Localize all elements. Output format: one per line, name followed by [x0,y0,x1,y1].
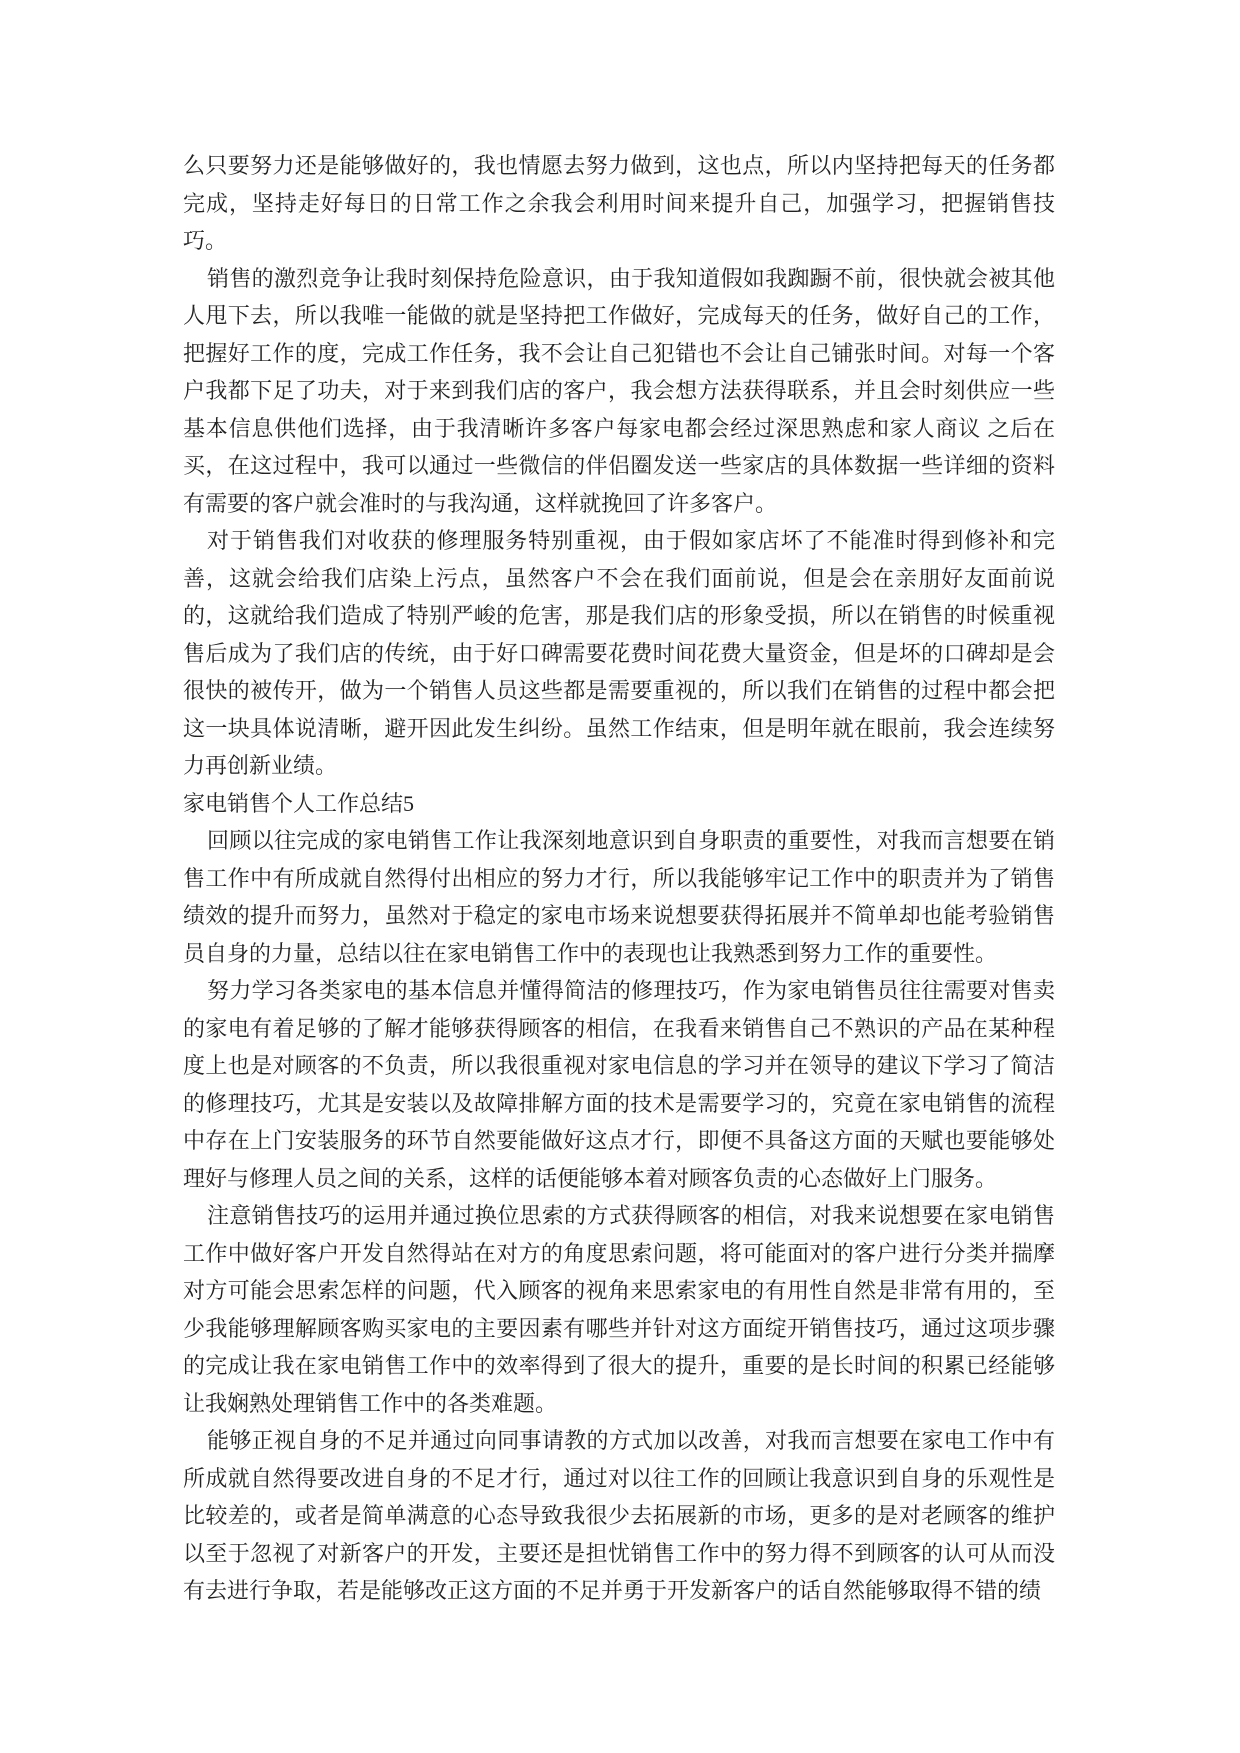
paragraph: 销售的激烈竞争让我时刻保持危险意识，由于我知道假如我踟蹰不前，很快就会被其他人甩下去，所以我唯一能做的就是坚持把工作做好，完成每天的任务，做好自己的工作，把握好工作的度，完成工作任务，我不会让自己犯错也不会让自己铺张时间。对每一个客户我都下足了功夫，对于来到我们店的客户，我会想方法获得联系，并且会时刻供应一些基本信息供他们选择，由于我清晰许多客户每家电都会经过深思熟虑和家人商议 之后在买，在这过程中，我可以通过一些微信的伴侣圈发送一些家店的具体数据一些详细的资料有需要的客户就会准时的与我沟通，这样就挽回了许多客户。 [183,265,1055,516]
section-heading: 家电销售个人工作总结5 [183,790,415,816]
paragraph: 么只要努力还是能够做好的，我也情愿去努力做到，这也点，所以内坚持把每天的任务都完成，坚持走好每日的日常工作之余我会利用时间来提升自己，加强学习，把握销售技巧。 [183,153,1055,253]
paragraph: 注意销售技巧的运用并通过换位思索的方式获得顾客的相信，对我来说想要在家电销售工作中做好客户开发自然得站在对方的角度思索问题，将可能面对的客户进行分类并揣摩对方可能会思索怎样的问题，代入顾客的视角来思索家电的有用性自然是非常有用的，至少我能够理解顾客购买家电的主要因素有哪些并针对这方面绽开销售技巧，通过这项步骤的完成让我在家电销售工作中的效率得到了很大的提升，重要的是长时间的积累已经能够让我娴熟处理销售工作中的各类难题。 [183,1203,1055,1416]
document-content [183,147,1055,1610]
paragraph: 回顾以往完成的家电销售工作让我深刻地意识到自身职责的重要性，对我而言想要在销售工作中有所成就自然得付出相应的努力才行，所以我能够牢记工作中的职责并为了销售绩效的提升而努力，虽然对于稳定的家电市场来说想要获得拓展并不简单却也能考验销售员自身的力量，总结以往在家电销售工作中的表现也让我熟悉到努力工作的重要性。 [183,828,1055,966]
paragraph: 努力学习各类家电的基本信息并懂得简洁的修理技巧，作为家电销售员往往需要对售卖的家电有着足够的了解才能够获得顾客的相信，在我看来销售自己不熟识的产品在某种程度上也是对顾客的不负责，所以我很重视对家电信息的学习并在领导的建议下学习了简洁的修理技巧，尤其是安装以及故障排解方面的技术是需要学习的，究竟在家电销售的流程中存在上门安装服务的环节自然要能做好这点才行，即便不具备这方面的天赋也要能够处理好与修理人员之间的关系，这样的话便能够本着对顾客负责的心态做好上门服务。 [183,978,1055,1191]
paragraph: 能够正视自身的不足并通过向同事请教的方式加以改善，对我而言想要在家电工作中有所成就自然得要改进自身的不足才行，通过对以往工作的回顾让我意识到自身的乐观性是比较差的，或者是简单满意的心态导致我很少去拓展新的市场，更多的是对老顾客的维护以至于忽视了对新客户的开发，主要还是担忧销售工作中的努力得不到顾客的认可从而没有去进行争取，若是能够改正这方面的不足并勇于开发新客户的话自然能够取得不错的绩 [183,1428,1055,1603]
paragraph: 对于销售我们对收获的修理服务特别重视，由于假如家店坏了不能准时得到修补和完善，这就会给我们店染上污点，虽然客户不会在我们面前说，但是会在亲朋好友面前说的，这就给我们造成了特别严峻的危害，那是我们店的形象受损，所以在销售的时候重视售后成为了我们店的传统，由于好口碑需要花费时间花费大量资金，但是坏的口碑却是会很快的被传开，做为一个销售人员这些都是需要重视的，所以我们在销售的过程中都会把这一块具体说清晰，避开因此发生纠纷。虽然工作结束，但是明年就在眼前，我会连续努力再创新业绩。 [183,528,1055,778]
